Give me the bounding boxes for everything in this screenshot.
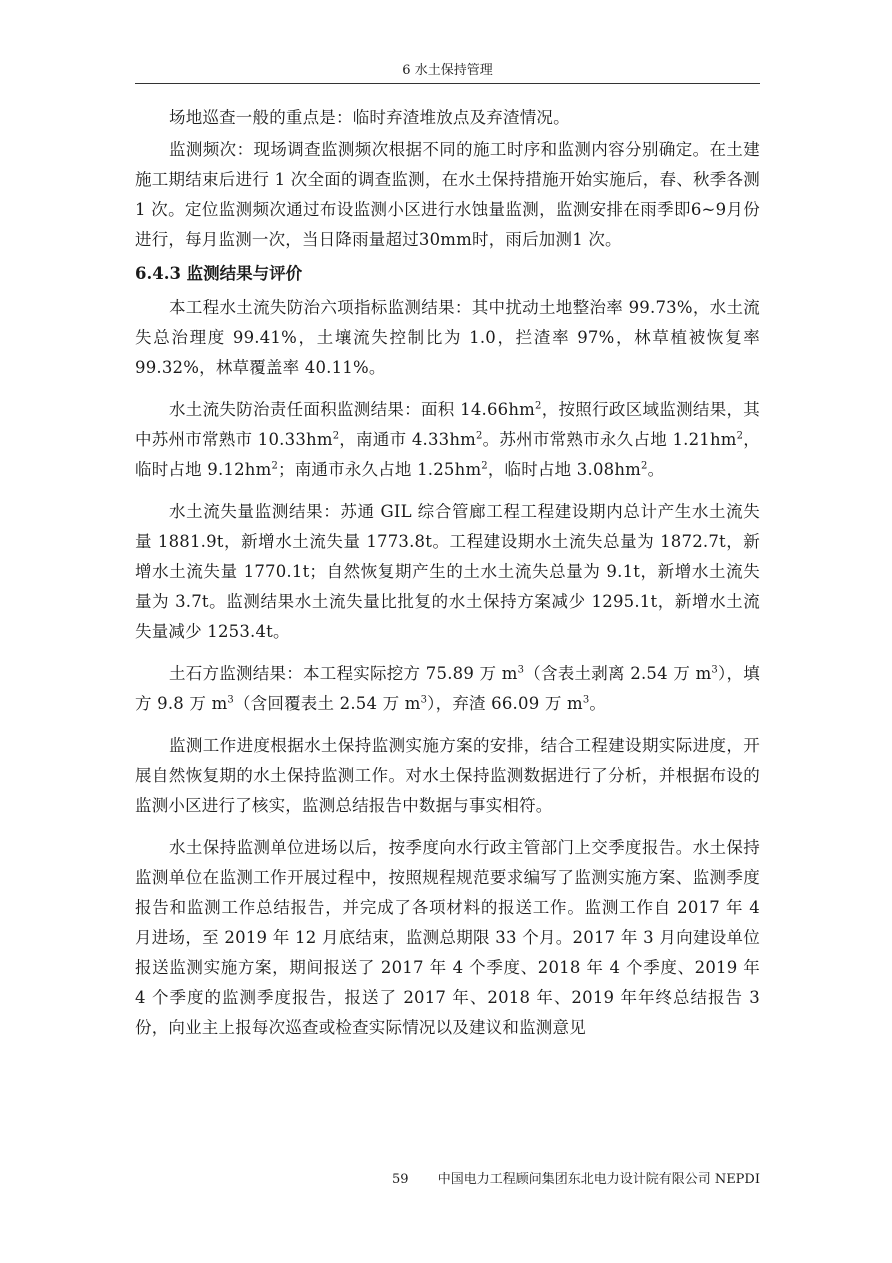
text-run: 。 (589, 694, 607, 713)
superscript: 2 (641, 460, 648, 472)
superscript: 2 (271, 460, 279, 472)
superscript: 2 (476, 430, 483, 442)
text-run: ，按照行政区域监测结果，其中苏州市常熟市 10.33hm (135, 400, 760, 449)
paragraph-responsibility-area (135, 395, 760, 485)
text-run: 。苏州市常熟市永久占地 1.21hm (482, 430, 737, 449)
paragraph-site-inspection: 场地巡查一般的重点是：临时弃渣堆放点及弃渣情况。 (169, 108, 570, 127)
paragraph-monitoring-frequency: 监测频次：现场调查监测频次根据不同的施工时序和监测内容分别确定。在土建施工期结束后进行 1 次全面的调查监测，在水土保持措施开始实施后，春、秋季各测 1 次。定位监测频次通过布设监测小区进行水蚀量监测，监测安排在雨季即6~9月份进行，每月监测一次，当日降雨量超过30mm时，雨后加测1 次。 (135, 140, 760, 249)
superscript: 3 (420, 694, 428, 706)
text-run: ），弃渣 66.09 万 m (427, 694, 583, 713)
running-header: 6 水土保持管理 (402, 63, 493, 78)
text-run: 水土流失防治责任面积监测结果：面积 14.66hm (169, 400, 536, 419)
text-run: ），填方 9.8 万 m (135, 664, 760, 713)
superscript: 2 (736, 430, 744, 442)
superscript: 3 (711, 664, 718, 676)
text-run: ，南通市 4.33hm (339, 430, 477, 449)
superscript: 2 (481, 460, 488, 472)
page-number: 59 (392, 1172, 409, 1187)
text-run: 。 (647, 460, 665, 479)
paragraph-earthwork (135, 659, 760, 719)
paragraph-six-indicators: 本工程水土流失防治六项指标监测结果：其中扰动土地整治率 99.73%，水土流失总治理度 99.41%，土壤流失控制比为 1.0，拦渣率 97%，林草植被恢复率 99.32%，林草覆盖率 40.11%。 (135, 298, 760, 377)
text-run: ，临时占地 9.12hm (135, 430, 760, 479)
superscript: 3 (517, 664, 525, 676)
superscript: 2 (332, 430, 340, 442)
superscript: 3 (582, 694, 590, 706)
paragraph-progress: 监测工作进度根据水土保持监测实施方案的安排，结合工程建设期实际进度，开展自然恢复期的水土保持监测工作。对水土保持监测数据进行了分析，并根据布设的监测小区进行了核实，监测总结报告中数据与事实相符。 (135, 736, 760, 815)
section-heading: 6.4.3 监测结果与评价 (135, 264, 303, 283)
text-run: ，临时占地 3.08hm (487, 460, 642, 479)
text-run: 土石方监测结果：本工程实际挖方 75.89 万 m (169, 664, 518, 683)
organization-name: 中国电力工程顾问集团东北电力设计院有限公司 NEPDI (437, 1172, 760, 1187)
paragraph-reporting: 水土保持监测单位进场以后，按季度向水行政主管部门上交季度报告。水土保持监测单位在监测工作开展过程中，按照规程规范要求编写了监测实施方案、监测季度报告和监测工作总结报告，并完成了各项材料的报送工作。监测工作自 2017 年 4 月进场，至 2019 年 12 月底结束，监测总期限 33 个月。2017 年 3 月向建设单位报送监测实施方案，期间报送了 2017 年 4 个季度、2018 年 4 个季度、2019 年 4 个季度的监测季度报告，报送了 2017 年、2018 年、2019 年年终总结报告 3 份，向业主上报每次巡查或检查实际情况以及建议和监测意见 (135, 838, 760, 1037)
superscript: 2 (535, 400, 542, 412)
text-run: （含回覆表土 2.54 万 m (233, 694, 421, 713)
superscript: 3 (227, 694, 234, 706)
text-run: （含表土剥离 2.54 万 m (524, 664, 712, 683)
text-run: ；南通市永久占地 1.25hm (278, 460, 482, 479)
header-rule (135, 83, 760, 84)
paragraph-soil-loss: 水土流失量监测结果：苏通 GIL 综合管廊工程工程建设期内总计产生水土流失量 1881.9t，新增水土流失量 1773.8t。工程建设期水土流失总量为 1872.7t，新增水土流失量 1770.1t；自然恢复期产生的土水土流失总量为 9.1t，新增水土流失量为 3.7t。监测结果水土流失量比批复的水土保持方案减少 1295.1t，新增水土流失量减少 1253.4t。 (135, 502, 760, 641)
document-body (135, 103, 760, 1045)
